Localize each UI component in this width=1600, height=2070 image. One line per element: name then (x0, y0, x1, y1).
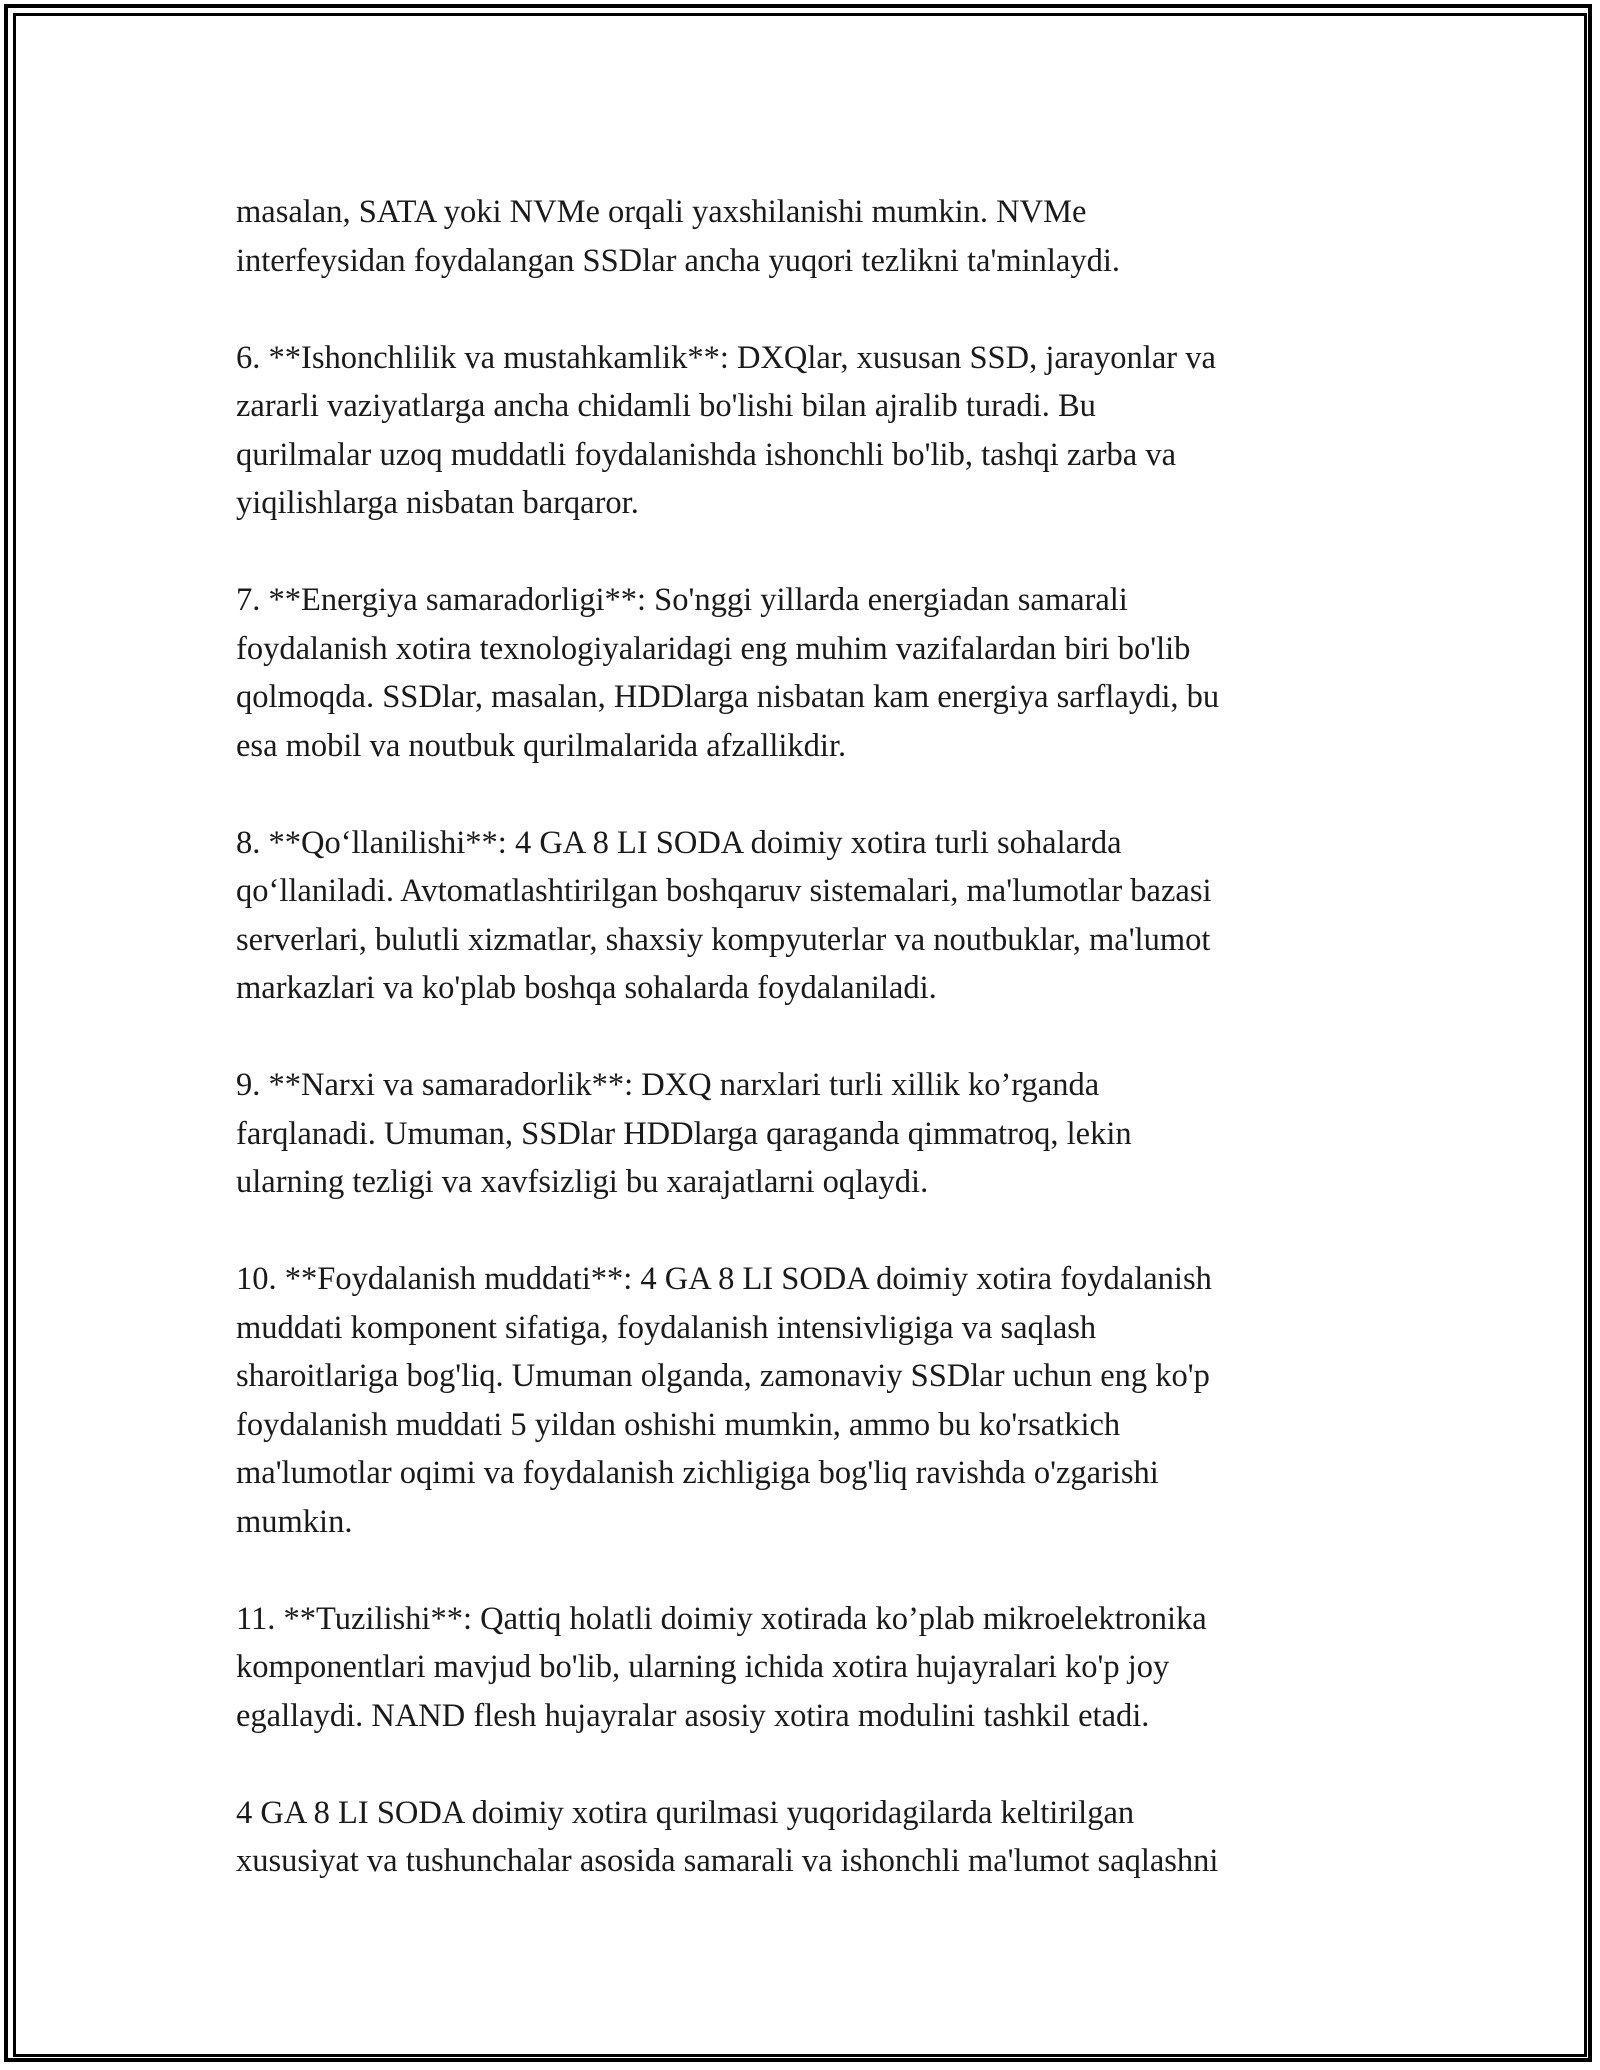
paragraph-item-6: 6. **Ishonchlilik va mustahkamlik**: DXQlar, xususan SSD, jarayonlar va zararli vaziyatlarga ancha chidamli bo'lishi bilan ajralib turadi. Bu qurilmalar uzoq muddatli foydalanishda ishonchli bo'lib, tashqi zarba va yiqilishlarga nisbatan barqaror. (236, 339, 1216, 521)
paragraph-item-9: 9. **Narxi va samaradorlik**: DXQ narxlari turli xillik ko’rganda farqlanadi. Umuman, SSDlar HDDlarga qaraganda qimmatroq, lekin ularning tezligi va xavfsizligi bu xarajatlarni oqlaydi. (236, 1067, 1132, 1200)
paragraph-continuation: masalan, SATA yoki NVMe orqali yaxshilanishi mumkin. NVMe interfeysidan foydalangan SSDlar ancha yuqori tezlikni ta'minlaydi. (236, 194, 1121, 279)
paragraph-item-11: 11. **Tuzilishi**: Qattiq holatli doimiy xotirada ko’plab mikroelektronika komponentlari mavjud bo'lib, ularning ichida xotira hujayralari ko'p joy egallaydi. NAND flesh hujayralar asosiy xotira modulini tashkil etadi. (236, 1600, 1207, 1734)
paragraph-item-10: 10. **Foydalanish muddati**: 4 GA 8 LI SODA doimiy xotira foydalanish muddati komponent sifatiga, foydalanish intensivligiga va saqlash sharoitlariga bog'liq. Umuman olganda, zamonaviy SSDlar uchun eng ko'p foydalanish muddati 5 yildan oshishi mumkin, ammo bu ko'rsatkich ma'lumotlar oqimi va foydalanish zichligiga bog'liq ravishda o'zgarishi mumkin. (236, 1261, 1212, 1540)
paragraph-item-7: 7. **Energiya samaradorligi**: So'nggi yillarda energiadan samarali foydalanish xotira texnologiyalaridagi eng muhim vazifalardan biri bo'lib qolmoqda. SSDlar, masalan, HDDlarga nisbatan kam energiya sarflaydi, bu esa mobil va noutbuk qurilmalarida afzallikdir. (236, 582, 1220, 764)
paragraph-conclusion: 4 GA 8 LI SODA doimiy xotira qurilmasi yuqoridagilarda keltirilgan xususiyat va tushunchalar asosida samarali va ishonchli ma'lumot saqlashni (236, 1794, 1219, 1879)
paragraph-item-8: 8. **Qo‘llanilishi**: 4 GA 8 LI SODA doimiy xotira turli sohalarda qo‘llaniladi. Avtomatlashtirilgan boshqaruv sistemalari, ma'lumotlar bazasi serverlari, bulutli xizmatlar, shaxsiy kompyuterlar va noutbuklar, ma'lumot markazlari va ko'plab boshqa sohalarda foydalaniladi. (236, 824, 1212, 1006)
document-body (236, 188, 1366, 1886)
